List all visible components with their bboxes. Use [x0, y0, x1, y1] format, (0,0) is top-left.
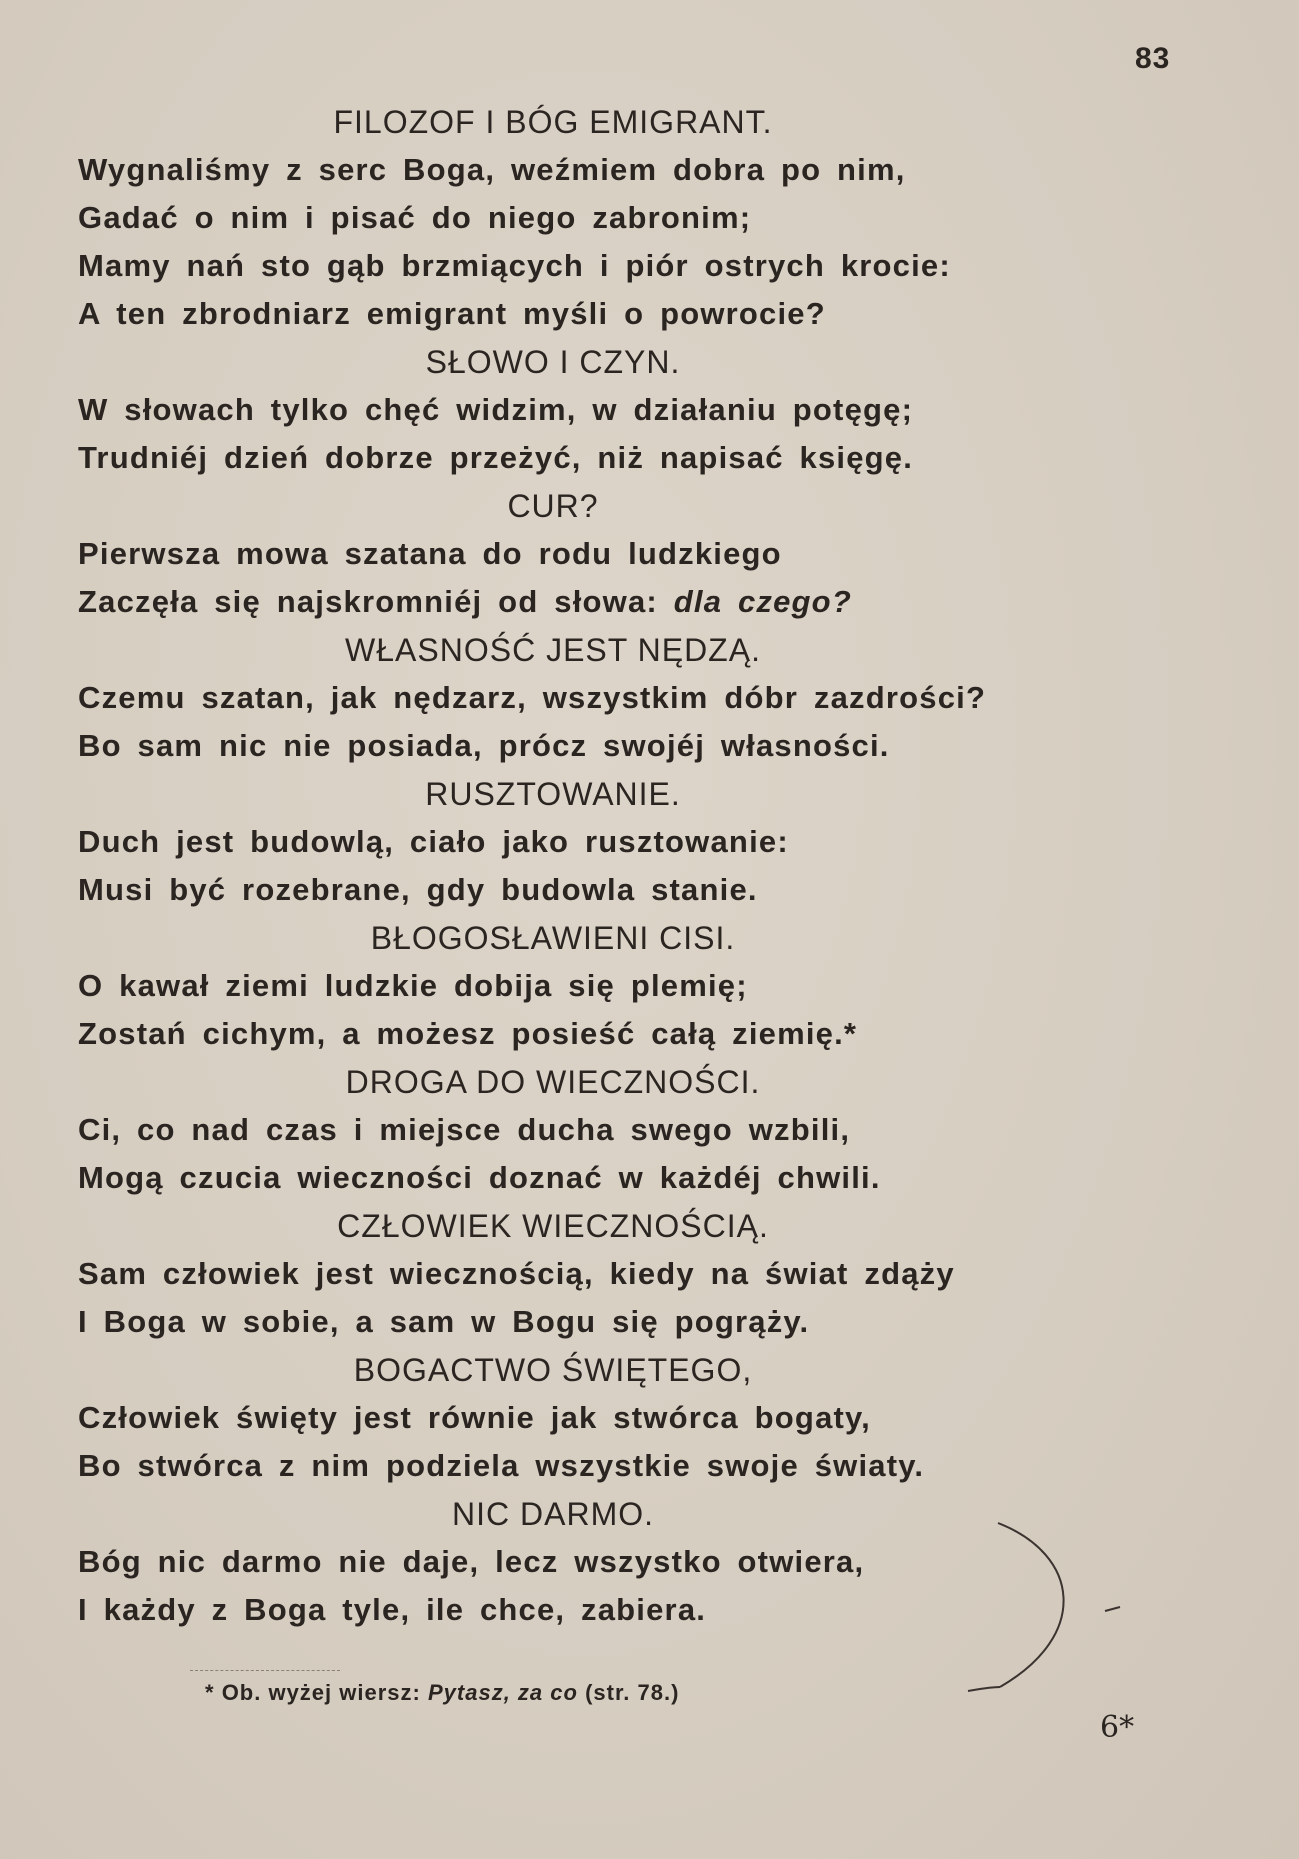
poem-title: FILOZOF I BÓG EMIGRANT.	[333, 104, 773, 140]
verse-line	[78, 578, 1038, 626]
poem-title: CZŁOWIEK WIECZNOŚCIĄ.	[337, 1208, 769, 1244]
verse-line: Musi być rozebrane, gdy budowla stanie.	[78, 872, 758, 907]
footnote-prefix: Ob. wyżej wiersz:	[221, 1680, 421, 1705]
verse-line: A ten zbrodniarz emigrant myśli o powrocie?	[78, 296, 826, 331]
verse-line: Duch jest budowlą, ciało jako rusztowanie:	[78, 824, 789, 859]
verse-line: W słowach tylko chęć widzim, w działaniu potęgę;	[78, 392, 914, 427]
signature-mark: 6*	[1100, 1710, 1135, 1745]
verse-line: Wygnaliśmy z serc Boga, weźmiem dobra po nim,	[78, 152, 906, 187]
pencil-bracket-mark	[960, 1515, 1160, 1705]
poem	[78, 626, 1038, 770]
poem-list	[78, 98, 1038, 1634]
footnote-marker: *	[205, 1680, 215, 1705]
poem	[78, 1058, 1038, 1202]
poem-title: WŁASNOŚĆ JEST NĘDZĄ.	[345, 632, 761, 668]
poem	[78, 98, 1038, 338]
footnote-italic: Pytasz, za co	[427, 1680, 578, 1705]
poem	[78, 1346, 1038, 1490]
poem-title: BOGACTWO ŚWIĘTEGO,	[353, 1352, 753, 1388]
verse-line: Gadać o nim i pisać do niego zabronim;	[78, 200, 752, 235]
verse-line: Czemu szatan, jak nędzarz, wszystkim dóbr zazdrości?	[78, 680, 987, 715]
poem	[78, 338, 1038, 482]
verse-line: Mogą czucia wieczności doznać w każdéj chwili.	[78, 1160, 881, 1195]
poem	[78, 1490, 1038, 1634]
poem-title: BŁOGOSŁAWIENI CISI.	[370, 920, 736, 956]
poem-title: RUSZTOWANIE.	[425, 776, 681, 812]
verse-text: Zaczęła się najskromniéj od słowa:	[78, 584, 658, 619]
poem-title: NIC DARMO.	[452, 1496, 654, 1532]
verse-line: I Boga w sobie, a sam w Bogu się pogrąży.	[78, 1304, 810, 1339]
verse-line: O kawał ziemi ludzkie dobija się plemię;	[78, 968, 748, 1003]
poem	[78, 482, 1038, 626]
verse-line: Człowiek święty jest równie jak stwórca bogaty,	[78, 1400, 871, 1435]
poem	[78, 770, 1038, 914]
verse-line: Bo sam nic nie posiada, prócz swojéj własności.	[78, 728, 890, 763]
footnote-suffix: (str. 78.)	[585, 1680, 680, 1705]
verse-line: Zostań cichym, a możesz posieść całą ziemię.*	[78, 1016, 858, 1051]
verse-line: Bóg nic darmo nie daje, lecz wszystko otwiera,	[78, 1544, 865, 1579]
verse-line: I każdy z Boga tyle, ile chce, zabiera.	[78, 1592, 707, 1627]
footnote-divider	[190, 1670, 340, 1671]
footnote	[205, 1680, 679, 1706]
verse-emphasis: dla czego?	[673, 584, 852, 619]
poem-title: DROGA DO WIECZNOŚCI.	[345, 1064, 761, 1100]
verse-line: Bo stwórca z nim podziela wszystkie swoje światy.	[78, 1448, 925, 1483]
poem	[78, 914, 1038, 1058]
verse-line: Trudniéj dzień dobrze przeżyć, niż napisać księgę.	[78, 440, 914, 475]
verse-line: Ci, co nad czas i miejsce ducha swego wzbili,	[78, 1112, 851, 1147]
verse-line: Pierwsza mowa szatana do rodu ludzkiego	[78, 536, 782, 571]
verse-line: Sam człowiek jest wiecznością, kiedy na świat zdąży	[78, 1256, 955, 1291]
verse-line: Mamy nań sto gąb brzmiących i piór ostrych krocie:	[78, 248, 951, 283]
poem	[78, 1202, 1038, 1346]
page-number: 83	[1135, 42, 1171, 75]
poem-title: CUR?	[507, 488, 599, 524]
poem-title: SŁOWO I CZYN.	[425, 344, 681, 380]
